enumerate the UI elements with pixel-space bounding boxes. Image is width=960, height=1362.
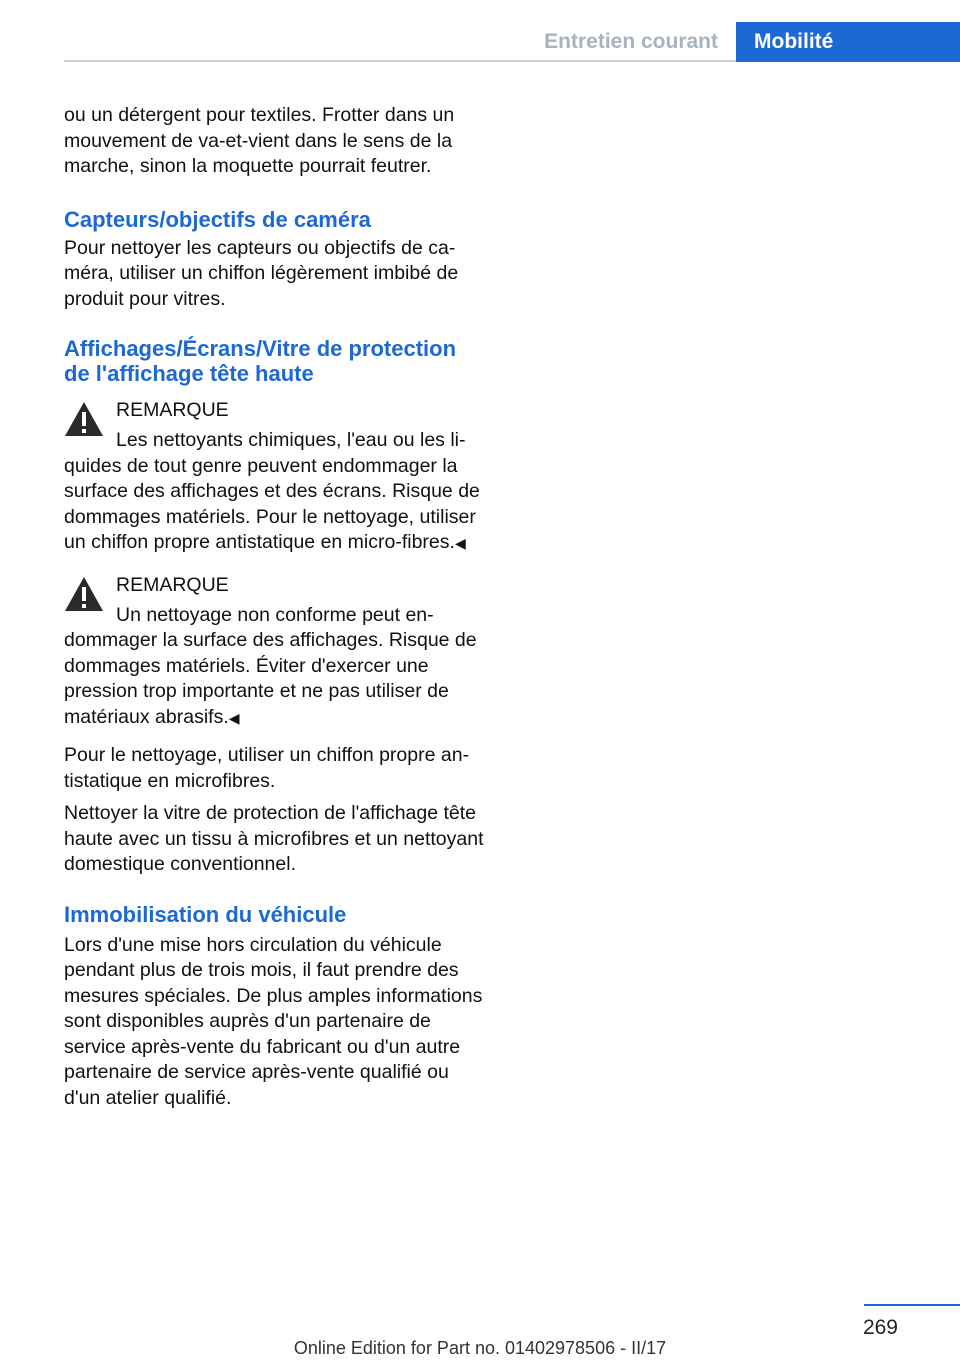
note-label: REMARQUE (116, 573, 229, 596)
end-of-note-icon: ◀ (454, 535, 466, 551)
heading-affichages-line2: de l'affichage tête haute (64, 361, 314, 386)
immobilisation-paragraph: Lors d'une mise hors circulation du véhicule pendant plus de trois mois, il faut prendre des mesures spéciales. De plus amples informations sont disponibles auprès d'un partenaire de service après-vente du fabricant ou d'un autre partenaire de service après-vente qualifié ou d'un atelier qualifié. (64, 933, 483, 1109)
note-text-body: dommager la surface des affichages. Risque de dommages matériels. Éviter d'exercer une pression trop importante et ne pas utiliser de matériaux abrasifs. (64, 629, 477, 728)
note-header (64, 573, 484, 599)
note-block (64, 398, 484, 557)
heading-immobilisation: Immobilisation du véhicule (64, 901, 347, 927)
affichages-paragraph-2: Nettoyer la vitre de protection de l'affichage tête haute avec un tissu à microfibres et un nettoyant domestique conventionnel. (64, 802, 484, 875)
capteurs-paragraph: Pour nettoyer les capteurs ou objectifs de caméra, utiliser un chiffon légèrement imbibé de produit pour vitres. (64, 236, 459, 310)
note-text-body: quides de tout genre peuvent endommager la surface des affichages et des écrans. Risque de dommages matériels. Pour le nettoyage, utiliser un chiffon propre antistatique en micro-fibres. (64, 454, 480, 553)
tab-chapter-mobilite[interactable]: Mobilité (736, 22, 960, 62)
page-number: 269 (862, 1316, 898, 1339)
footer-rule (864, 1304, 960, 1306)
note-block (64, 573, 484, 732)
heading-affichages (64, 336, 484, 386)
intro-paragraph: ou un détergent pour textiles. Frotter dans un mouvement de va-et-vient dans le sens de la marche, sinon la moquette pourrait feutrer. (64, 104, 455, 177)
warning-triangle-icon (64, 576, 104, 612)
page-content (64, 103, 484, 1111)
tab-section-entretien-courant[interactable]: Entretien courant (544, 30, 718, 53)
heading-affichages-line1: Affichages/Écrans/Vitre de protection (64, 336, 457, 361)
footer-edition: Online Edition for Part no. 01402978506 - II/17 (293, 1338, 667, 1358)
warning-triangle-icon (64, 401, 104, 437)
note-text (64, 454, 484, 557)
note-first-line: Un nettoyage non conforme peut en- (116, 603, 434, 626)
note-header (64, 398, 484, 424)
affichages-paragraph-1: Pour le nettoyage, utiliser un chiffon propre antistatique en microfibres. (64, 744, 470, 792)
end-of-note-icon: ◀ (228, 709, 240, 726)
note-first-line: Les nettoyants chimiques, l'eau ou les li- (116, 429, 466, 451)
note-label: REMARQUE (116, 399, 229, 421)
heading-capteurs: Capteurs/objectifs de caméra (64, 206, 371, 232)
note-text (64, 628, 484, 731)
